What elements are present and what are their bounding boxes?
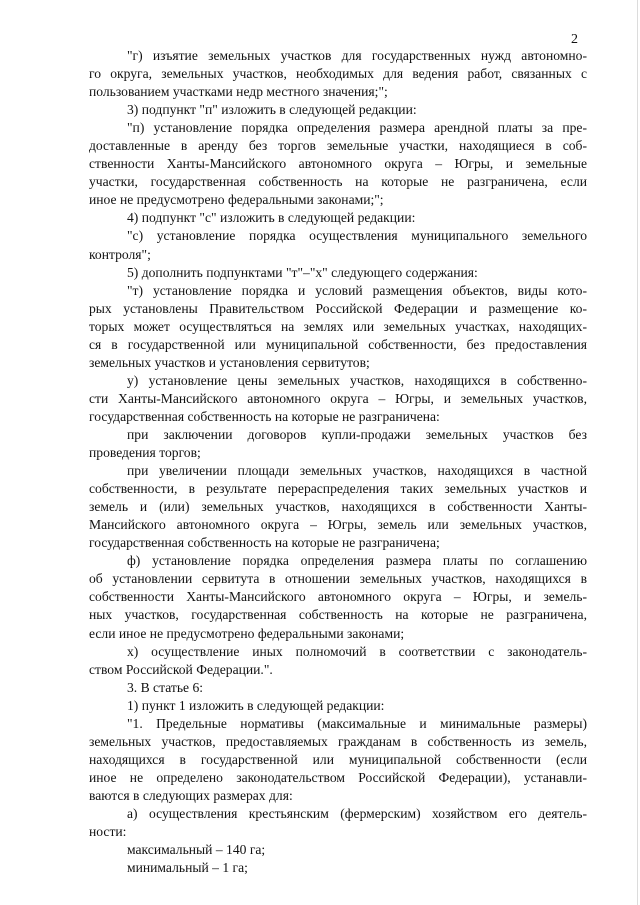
text-line: "г) изъятие земельных участков для государственных нужд автономно- [127,48,587,63]
text-line: у) установление цены земельных участков, находящихся в собственно- [127,372,587,388]
text-line: 4) подпункт "с" изложить в следующей редакции: [127,210,416,226]
text-line: ности: [89,824,127,840]
text-line: "т) установление порядка и условий размещения объектов, виды кото- [127,282,587,298]
text-line: рых установлены Правительством Российской Федерации и размещение ко- [89,300,587,316]
text-line: 5) дополнить подпунктами "т"–"х" следующего содержания: [127,264,478,280]
page-number: 2 [571,32,578,47]
text-line: торых может осуществляться на землях или земельных участках, находящих- [89,318,587,334]
page-edge-line [637,0,638,905]
text-line: максимальный – 140 га; [127,842,266,858]
text-line: 1) пункт 1 изложить в следующей редакции: [127,697,385,713]
text-line: 3) подпункт "п" изложить в следующей редакции: [127,102,417,118]
text-line: контроля"; [89,246,151,262]
text-line: "с) установление порядка осуществления муниципального земельного [127,228,587,244]
text-line: ся в государственной или муниципальной собственности, без предоставления [89,336,587,352]
text-line: об установлении сервитута в отношении земельных участков, находящихся в [89,571,587,587]
text-line: ственности Ханты-Мансийского автономного округа – Югры, и земельные [89,156,587,172]
text-line: находящихся в государственной или муниципальной собственности (если [89,751,587,767]
text-line: а) осуществления крестьянским (фермерским) хозяйством его деятель- [127,805,587,821]
text-line: иное не предусмотрено федеральными законами;"; [89,192,384,208]
text-line: собственности Ханты-Мансийского автономного округа – Югры, и земель- [89,589,587,605]
text-line: ством Российской Федерации.". [89,661,273,677]
text-line: при увеличении площади земельных участков, находящихся в частной [127,463,587,479]
text-line: ных участков, государственная собственность на которые не разграничена, [89,607,587,623]
text-line: земельных участков, предоставляемых гражданам в собственность из земель, [89,733,587,749]
text-line: земельных участков и установления сервитутов; [89,354,370,370]
text-line: государственная собственность на которые не разграничена: [89,408,440,424]
text-line: "п) установление порядка определения размера арендной платы за пре- [127,120,587,136]
text-line: участки, государственная собственность на которые не разграничена, если [89,174,587,190]
text-line: сти Ханты-Мансийского автономного округа – Югры, и земельных участков, [89,390,587,406]
text-line: собственности, в результате перераспределения таких земельных участков и [89,481,587,497]
text-line: государственная собственность на которые не разграничена; [89,535,440,551]
text-line: если иное не предусмотрено федеральными законами; [89,625,405,641]
text-line: при заключении договоров купли-продажи земельных участков без [127,426,587,442]
text-line: минимальный – 1 га; [127,860,248,876]
text-line: доставленные в аренду без торгов земельные участки, находящиеся в соб- [89,138,587,154]
text-line: го округа, земельных участков, необходимых для ведения работ, связанных с [89,66,587,82]
text-line: "1. Предельные нормативы (максимальные и минимальные размеры) [127,715,587,731]
text-line: проведения торгов; [89,445,201,461]
text-line: пользованием участками недр местного значения;"; [89,84,388,100]
text-line: Мансийского автономного округа – Югры, земель или земельных участков, [89,517,587,533]
text-line: земель и (или) земельных участков, находящихся в собственности Ханты- [89,499,587,515]
text-line: иное не определено законодательством Российской Федерации), устанавли- [89,769,587,785]
text-line: ф) установление порядка определения размера платы по соглашению [127,553,587,569]
text-line: ваются в следующих размерах для: [89,787,293,803]
document-body [89,47,587,877]
text-line: х) осуществление иных полномочий в соответствии с законодатель- [127,643,587,659]
text-line: 3. В статье 6: [127,679,204,695]
